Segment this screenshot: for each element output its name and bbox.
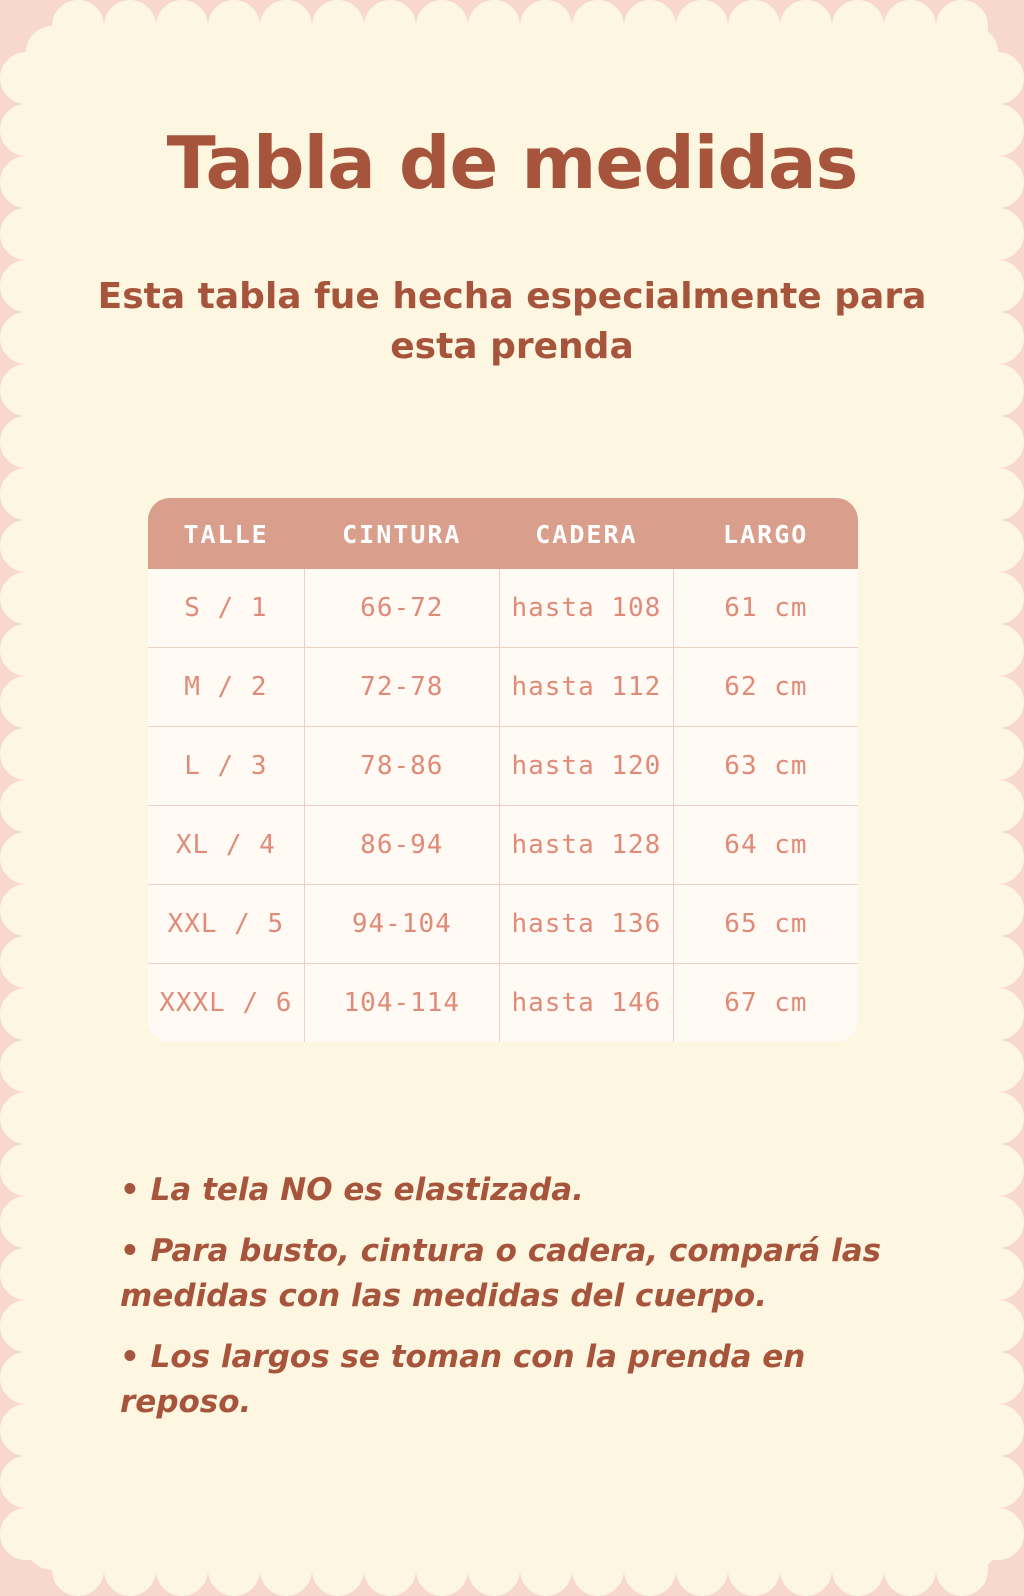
page-subtitle: Esta tabla fue hecha especialmente para esta prenda <box>97 276 927 368</box>
table-row <box>148 885 858 964</box>
table-header-row <box>148 498 858 569</box>
size-table-container <box>148 498 858 1042</box>
table-row <box>148 569 858 648</box>
cell-cadera: hasta 146 <box>499 964 673 1043</box>
column-header-cadera: CADERA <box>499 498 673 569</box>
note-item: • La tela NO es elastizada. <box>120 1172 584 1208</box>
cell-largo: 64 cm <box>673 806 858 885</box>
cell-cadera: hasta 136 <box>499 885 673 964</box>
column-header-cintura: CINTURA <box>304 498 499 569</box>
cell-cintura: 72-78 <box>304 648 499 727</box>
cell-cintura: 78-86 <box>304 727 499 806</box>
cell-cadera: hasta 108 <box>499 569 673 648</box>
note-item: • Los largos se toman con la prenda en reposo. <box>120 1338 806 1420</box>
cell-largo: 63 cm <box>673 727 858 806</box>
cell-talle: XXXL / 6 <box>148 964 304 1043</box>
cell-cintura: 104-114 <box>304 964 499 1043</box>
cell-talle: S / 1 <box>148 569 304 648</box>
cell-cintura: 94-104 <box>304 885 499 964</box>
size-table <box>148 498 858 1042</box>
column-header-talle: TALLE <box>148 498 304 569</box>
notes-list <box>120 1168 910 1441</box>
size-table-head <box>148 498 858 569</box>
table-row <box>148 964 858 1043</box>
cell-cintura: 86-94 <box>304 806 499 885</box>
cell-largo: 67 cm <box>673 964 858 1043</box>
cell-talle: M / 2 <box>148 648 304 727</box>
cell-largo: 62 cm <box>673 648 858 727</box>
cell-cintura: 66-72 <box>304 569 499 648</box>
column-header-largo: LARGO <box>673 498 858 569</box>
size-table-body <box>148 569 858 1042</box>
cell-cadera: hasta 128 <box>499 806 673 885</box>
cell-talle: XXL / 5 <box>148 885 304 964</box>
cell-largo: 65 cm <box>673 885 858 964</box>
cell-talle: L / 3 <box>148 727 304 806</box>
note-item: • Para busto, cintura o cadera, compará las medidas con las medidas del cuerpo. <box>120 1232 882 1314</box>
cell-cadera: hasta 112 <box>499 648 673 727</box>
cell-cadera: hasta 120 <box>499 727 673 806</box>
table-row <box>148 648 858 727</box>
table-row <box>148 727 858 806</box>
table-row <box>148 806 858 885</box>
cell-talle: XL / 4 <box>148 806 304 885</box>
cell-largo: 61 cm <box>673 569 858 648</box>
page-title: Tabla de medidas <box>166 121 858 205</box>
